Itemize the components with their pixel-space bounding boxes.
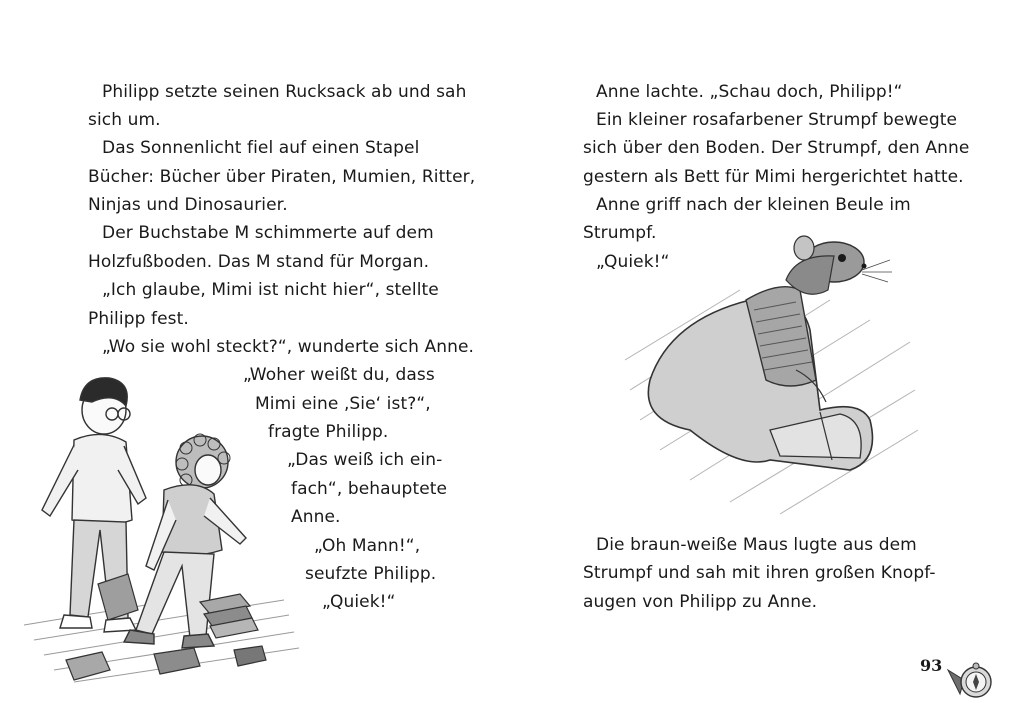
text-line: „Das weiß ich ein- bbox=[287, 450, 443, 470]
text-line: „Ich glaube, Mimi ist nicht hier“, stellte bbox=[102, 280, 439, 300]
text-line: sich um. bbox=[88, 110, 161, 130]
text-line: fragte Philipp. bbox=[268, 422, 389, 442]
text-line: „Quiek!“ bbox=[596, 252, 670, 272]
text-line: Strumpf und sah mit ihren großen Knopf- bbox=[583, 563, 936, 583]
text-line: Holzfußboden. Das M stand für Morgan. bbox=[88, 252, 430, 272]
text-line: sich über den Boden. Der Strumpf, den Anne bbox=[583, 138, 970, 158]
text-line: Mimi eine ‚Sie‘ ist?“, bbox=[255, 394, 431, 414]
children-with-books-illustration bbox=[14, 370, 304, 692]
compass-icon bbox=[946, 656, 994, 702]
text-line: Strumpf. bbox=[583, 223, 657, 243]
text-line: Ein kleiner rosafarbener Strumpf bewegte bbox=[596, 110, 958, 130]
text-line: Das Sonnenlicht fiel auf einen Stapel bbox=[102, 138, 420, 158]
text-line: Bücher: Bücher über Piraten, Mumien, Ritter, bbox=[88, 167, 476, 187]
text-line: gestern als Bett für Mimi hergerichtet hatte. bbox=[583, 167, 964, 187]
text-line: „Wo sie wohl steckt?“, wunderte sich Anne. bbox=[102, 337, 475, 357]
text-line: Die braun-weiße Maus lugte aus dem bbox=[596, 535, 917, 555]
text-line: „Quiek!“ bbox=[322, 592, 396, 612]
text-line: Der Buchstabe M schimmerte auf dem bbox=[102, 223, 434, 243]
page-number: 93 bbox=[920, 656, 943, 675]
right-page bbox=[510, 0, 1020, 724]
text-line: augen von Philipp zu Anne. bbox=[583, 592, 818, 612]
text-line: Philipp setzte seinen Rucksack ab und sah bbox=[102, 82, 467, 102]
text-line: Anne lachte. „Schau doch, Philipp!“ bbox=[596, 82, 903, 102]
text-line: fach“, behauptete bbox=[291, 479, 448, 499]
mouse-in-sock-illustration bbox=[620, 230, 920, 520]
text-line: „Oh Mann!“, bbox=[314, 536, 421, 556]
text-line: Ninjas und Dinosaurier. bbox=[88, 195, 288, 215]
text-line: Philipp fest. bbox=[88, 309, 189, 329]
text-line: Anne. bbox=[291, 507, 341, 527]
text-line: Anne griff nach der kleinen Beule im bbox=[596, 195, 911, 215]
text-line: seufzte Philipp. bbox=[305, 564, 437, 584]
text-line: „Woher weißt du, dass bbox=[243, 365, 435, 385]
